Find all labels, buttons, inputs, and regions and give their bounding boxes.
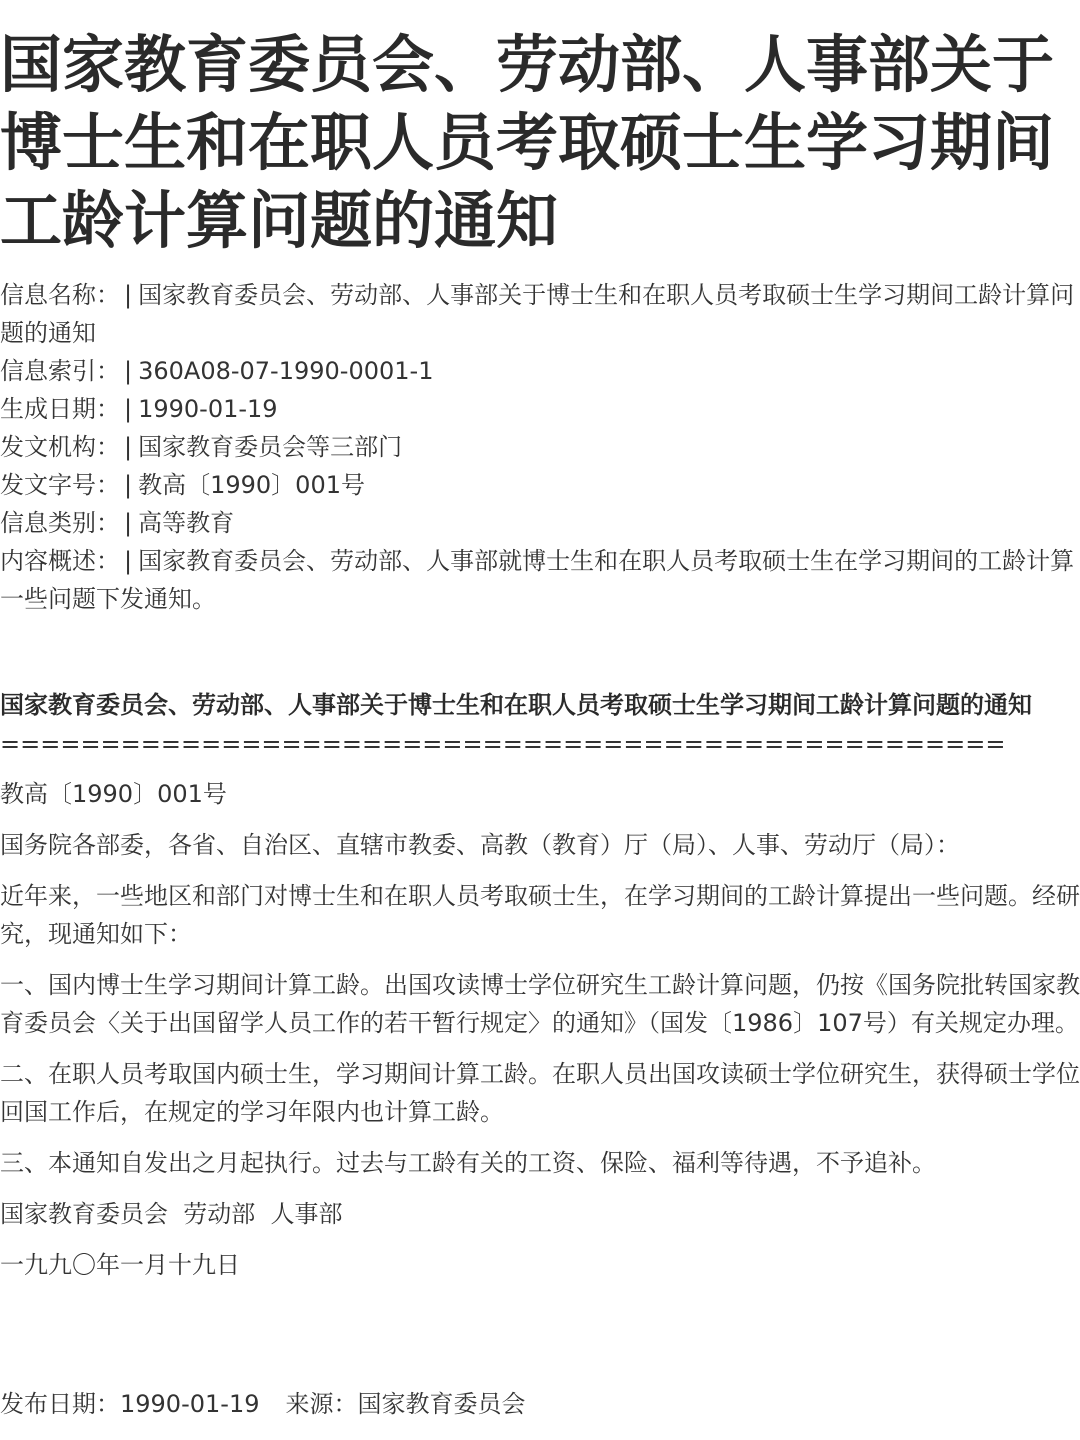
body-paragraph: 二、在职人员考取国内硕士生，学习期间计算工龄。在职人员出国攻读硕士学位研究生，获得硕士学位回国工作后，在规定的学习年限内也计算工龄。 bbox=[0, 1060, 1080, 1126]
separator: | bbox=[124, 281, 133, 309]
info-row-date bbox=[0, 390, 1080, 428]
info-value: 国家教育委员会等三部门 bbox=[138, 433, 403, 461]
document-body bbox=[0, 775, 1080, 1297]
separator: | bbox=[124, 471, 133, 499]
publish-date: 1990-01-19 bbox=[120, 1390, 260, 1418]
separator: | bbox=[124, 433, 133, 461]
doc-number: 教高〔1990〕001号 bbox=[0, 780, 227, 808]
info-label: 发文机构： bbox=[0, 433, 120, 461]
info-value: 国家教育委员会、劳动部、人事部就博士生和在职人员考取硕士生在学习期间的工龄计算一些问题下发通知。 bbox=[0, 547, 1075, 613]
info-row-summary bbox=[0, 542, 1080, 618]
info-label: 内容概述： bbox=[0, 547, 120, 575]
body-paragraph: 近年来，一些地区和部门对博士生和在职人员考取硕士生，在学习期间的工龄计算提出一些问题。经研究，现通知如下： bbox=[0, 882, 1080, 948]
info-row-index bbox=[0, 352, 1080, 390]
separator: | bbox=[124, 509, 133, 537]
body-paragraph: 一、国内博士生学习期间计算工龄。出国攻读博士学位研究生工龄计算问题，仍按《国务院批转国家教育委员会〈关于出国留学人员工作的若干暂行规定〉的通知》（国发〔1986〕107号）有关规定办理。 bbox=[0, 971, 1080, 1037]
info-row-category bbox=[0, 504, 1080, 542]
separator: | bbox=[124, 357, 133, 385]
info-row-issuer bbox=[0, 428, 1080, 466]
info-label: 信息名称： bbox=[0, 281, 120, 309]
info-label: 生成日期： bbox=[0, 395, 120, 423]
signatory: 国家教育委员会 劳动部 人事部 bbox=[0, 1200, 343, 1228]
info-value: 高等教育 bbox=[138, 509, 235, 537]
info-panel bbox=[0, 276, 1080, 618]
info-row-doc-number bbox=[0, 466, 1080, 504]
info-value: 360A08-07-1990-0001-1 bbox=[138, 357, 434, 385]
info-label: 信息类别： bbox=[0, 509, 120, 537]
info-label: 信息索引： bbox=[0, 357, 120, 385]
info-value: 1990-01-19 bbox=[138, 395, 278, 423]
source-label: 来源： bbox=[285, 1390, 358, 1418]
heading-underline-rule: ================================================== bbox=[0, 730, 1006, 758]
separator: | bbox=[124, 547, 133, 575]
publish-date-label: 发布日期： bbox=[0, 1390, 120, 1418]
info-row-name bbox=[0, 276, 1080, 352]
page-title: 国家教育委员会、劳动部、人事部关于博士生和在职人员考取硕士生学习期间工龄计算问题的通知 bbox=[0, 28, 1055, 257]
footer bbox=[0, 1385, 525, 1423]
source: 国家教育委员会 bbox=[357, 1390, 526, 1418]
info-value: 教高〔1990〕001号 bbox=[138, 471, 365, 499]
separator: | bbox=[124, 395, 133, 423]
document-heading: 国家教育委员会、劳动部、人事部关于博士生和在职人员考取硕士生学习期间工龄计算问题的通知 bbox=[0, 691, 1032, 719]
info-value: 国家教育委员会、劳动部、人事部关于博士生和在职人员考取硕士生学习期间工龄计算问题的通知 bbox=[0, 281, 1075, 347]
body-paragraph: 三、本通知自发出之月起执行。过去与工龄有关的工资、保险、福利等待遇，不予追补。 bbox=[0, 1149, 936, 1177]
signing-date: 一九九〇年一月十九日 bbox=[0, 1251, 240, 1279]
addressee: 国务院各部委，各省、自治区、直辖市教委、高教（教育）厅（局）、人事、劳动厅（局）： bbox=[0, 831, 960, 859]
info-label: 发文字号： bbox=[0, 471, 120, 499]
